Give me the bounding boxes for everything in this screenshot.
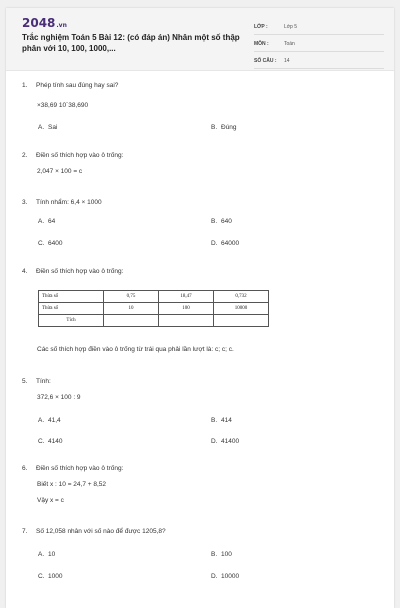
table-cell: 10	[104, 303, 159, 315]
answer-cell[interactable]	[159, 315, 214, 327]
answer-cell[interactable]	[214, 315, 269, 327]
table-cell: 0,75	[104, 291, 159, 303]
option-text: 64000	[221, 240, 240, 247]
q7-option-c[interactable]	[38, 573, 62, 580]
question-number: 4.	[22, 268, 28, 275]
question-text: Phép tính sau đúng hay sai?	[36, 82, 119, 89]
table-cell: 18,47	[159, 291, 214, 303]
question-6-expression: Biết x : 10 = 24,7 + 8,52	[37, 481, 107, 488]
option-key: A.	[38, 417, 45, 424]
q3-option-d[interactable]	[211, 240, 239, 247]
meta-info	[254, 22, 384, 73]
question-5-expression: 372,6 × 100 : 9	[37, 394, 81, 401]
site-logo[interactable]	[22, 16, 67, 30]
meta-value: Lớp 5	[284, 24, 298, 30]
table-cell: 10000	[214, 303, 269, 315]
question-number: 1.	[22, 82, 28, 89]
q7-option-a[interactable]	[38, 551, 55, 558]
table-cell: Thừa số	[39, 303, 104, 315]
document-page	[6, 8, 394, 608]
table-row	[39, 291, 269, 303]
meta-row-class	[254, 22, 384, 35]
option-text: Sai	[48, 124, 58, 131]
q3-option-b[interactable]	[211, 218, 232, 225]
option-text: 1000	[48, 573, 63, 580]
meta-key: MÔN :	[254, 41, 269, 47]
question-number: 7.	[22, 528, 28, 535]
option-text: 100	[221, 551, 232, 558]
q7-option-d[interactable]	[211, 573, 239, 580]
table-row	[39, 315, 269, 327]
option-key: B.	[211, 218, 218, 225]
q5-option-b[interactable]	[211, 417, 232, 424]
table-cell: Tích	[39, 315, 104, 327]
answer-cell[interactable]	[104, 315, 159, 327]
multiplication-table	[38, 290, 269, 327]
option-text: 41,4	[48, 417, 61, 424]
option-text: 6400	[48, 240, 63, 247]
option-key: C.	[38, 573, 45, 580]
question-1-expression: ×38,69 10´38,690	[37, 102, 89, 109]
question-text: Tính nhẩm: 6,4 × 1000	[36, 199, 102, 206]
document-header	[6, 8, 394, 71]
question-4-note: Các số thích hợp điền vào ô trống từ trái qua phải lần lượt là: c; c; c.	[37, 346, 234, 353]
meta-value: 14	[284, 58, 290, 64]
meta-value: Toán	[284, 41, 295, 47]
meta-key: LỚP :	[254, 24, 268, 30]
q1-option-b[interactable]	[211, 124, 237, 131]
question-6-answer-line: Vậy x = c	[37, 497, 64, 504]
option-key: A.	[38, 124, 45, 131]
q5-option-d[interactable]	[211, 438, 239, 445]
q3-option-a[interactable]	[38, 218, 55, 225]
q1-option-a[interactable]	[38, 124, 57, 131]
option-text: Đúng	[221, 124, 237, 131]
logo-text: 2048	[22, 16, 56, 30]
table-cell: 0,732	[214, 291, 269, 303]
option-text: 414	[221, 417, 232, 424]
question-number: 6.	[22, 465, 28, 472]
question-2-expression: 2,047 × 100 = c	[37, 168, 83, 175]
option-key: D.	[211, 438, 218, 445]
question-number: 3.	[22, 199, 28, 206]
question-text: Điền số thích hợp vào ô trống:	[36, 152, 124, 159]
table-row	[39, 303, 269, 315]
option-key: B.	[211, 417, 218, 424]
option-text: 64	[48, 218, 56, 225]
question-text: Điền số thích hợp vào ô trống:	[36, 268, 124, 275]
option-text: 640	[221, 218, 232, 225]
option-key: C.	[38, 438, 45, 445]
q3-option-c[interactable]	[38, 240, 62, 247]
option-key: C.	[38, 240, 45, 247]
option-text: 41400	[221, 438, 240, 445]
document-title: Trắc nghiệm Toán 5 Bài 12: (có đáp án) Nhân một số thập phân với 10, 100, 1000,...	[22, 33, 240, 53]
meta-key: SỐ CÂU :	[254, 58, 277, 64]
question-text: Số 12,058 nhân với số nào để được 1205,8?	[36, 528, 166, 535]
option-text: 10000	[221, 573, 240, 580]
q5-option-c[interactable]	[38, 438, 62, 445]
table-cell: 100	[159, 303, 214, 315]
table-cell: Thừa số	[39, 291, 104, 303]
logo-suffix: .vn	[56, 22, 67, 29]
option-text: 4140	[48, 438, 63, 445]
option-key: A.	[38, 551, 45, 558]
question-text: Điền số thích hợp vào ô trống:	[36, 465, 124, 472]
option-key: B.	[211, 124, 218, 131]
option-key: D.	[211, 240, 218, 247]
option-key: D.	[211, 573, 218, 580]
question-text: Tính:	[36, 378, 51, 385]
option-text: 10	[48, 551, 56, 558]
option-key: B.	[211, 551, 218, 558]
meta-row-subject	[254, 39, 384, 52]
question-number: 2.	[22, 152, 28, 159]
q7-option-b[interactable]	[211, 551, 232, 558]
q5-option-a[interactable]	[38, 417, 61, 424]
question-number: 5.	[22, 378, 28, 385]
meta-row-count	[254, 56, 384, 69]
option-key: A.	[38, 218, 45, 225]
